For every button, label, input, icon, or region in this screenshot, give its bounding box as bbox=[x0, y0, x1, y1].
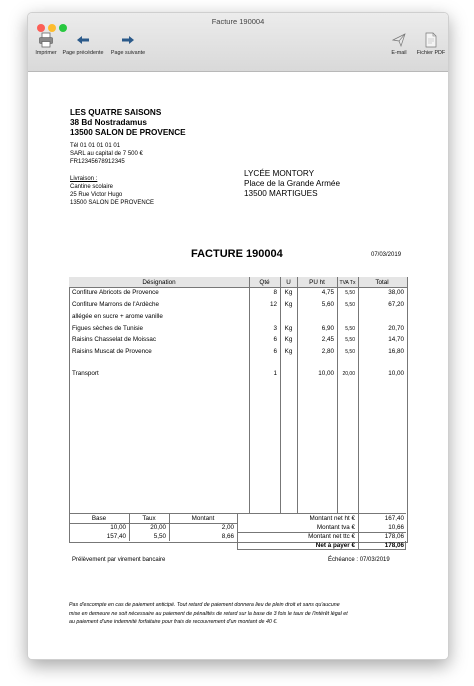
arrow-right-icon bbox=[108, 30, 148, 50]
item-unit-price: 2,45 bbox=[321, 336, 334, 343]
client-name: LYCÉE MONTORY bbox=[244, 169, 315, 178]
next-page-button[interactable] bbox=[108, 30, 148, 56]
item-vat-rate: 5,50 bbox=[345, 290, 355, 296]
payment-method: Prélèvement par virement bancaire bbox=[72, 557, 166, 563]
net-to-pay-box bbox=[237, 541, 406, 550]
total-vat-value: 10,66 bbox=[388, 524, 404, 531]
invoice-date: 07/03/2019 bbox=[371, 252, 402, 258]
delivery-street: 25 Rue Victor Hugo bbox=[70, 192, 123, 198]
window-title: Facture 190004 bbox=[211, 17, 265, 26]
vat-row-amount: 8,66 bbox=[221, 533, 234, 540]
vat-header-amount: Montant bbox=[191, 515, 215, 522]
item-qty: 8 bbox=[273, 289, 277, 296]
company-city: 13500 SALON DE PROVENCE bbox=[70, 128, 186, 137]
print-button[interactable] bbox=[30, 30, 62, 56]
pdf-file-button[interactable] bbox=[416, 30, 446, 56]
vat-row-base: 10,00 bbox=[110, 524, 126, 531]
client-street: Place de la Grande Armée bbox=[244, 179, 341, 188]
column-divider bbox=[358, 277, 359, 513]
arrow-left-icon bbox=[61, 30, 105, 50]
item-qty: 6 bbox=[273, 348, 277, 355]
delivery-name: Cantine scolaire bbox=[70, 184, 114, 190]
net-to-pay-divider-v bbox=[358, 541, 359, 550]
header-tva-rate: TVA Tx bbox=[339, 280, 356, 286]
legal-note-line: mise en demeure ne soit nécessaire au paiement de pénalités de retard sur la base de 3 fois le taux de l'intérêt légal et bbox=[69, 610, 348, 617]
invoice-title: FACTURE 190004 bbox=[191, 248, 283, 260]
legal-footer-note bbox=[69, 601, 407, 627]
item-unit: Kg bbox=[284, 325, 293, 332]
delivery-city: 13500 SALON DE PROVENCE bbox=[70, 200, 155, 206]
column-divider bbox=[249, 277, 250, 513]
item-total: 10,00 bbox=[388, 370, 404, 377]
item-unit-price: 2,80 bbox=[321, 348, 334, 355]
item-unit: Kg bbox=[284, 301, 293, 308]
legal-note-line: au paiement d'une indemnité forfaitaire pour frais de recouvrement d'un montant de 40 €. bbox=[69, 619, 278, 625]
company-name: LES QUATRE SAISONS bbox=[70, 108, 162, 117]
item-total: 14,70 bbox=[388, 336, 404, 343]
item-total: 38,00 bbox=[388, 289, 404, 296]
vat-row-amount: 2,00 bbox=[221, 524, 234, 531]
company-phone: Tél 01 01 01 01 01 bbox=[70, 143, 121, 149]
item-unit: Kg bbox=[284, 336, 293, 343]
item-designation: Figues sèches de Tunisie bbox=[72, 325, 144, 332]
header-total: Total bbox=[375, 279, 389, 286]
payment-due-date: Échéance : 07/03/2019 bbox=[328, 557, 390, 563]
total-ttc-value: 178,06 bbox=[384, 533, 404, 540]
header-designation: Désignation bbox=[142, 279, 176, 286]
item-unit-price: 5,60 bbox=[321, 301, 334, 308]
item-unit-price: 6,90 bbox=[321, 325, 334, 332]
item-vat-rate: 5,50 bbox=[345, 349, 355, 355]
item-total: 16,80 bbox=[388, 348, 404, 355]
item-total: 20,70 bbox=[388, 325, 404, 332]
paper-plane-icon bbox=[386, 30, 412, 50]
item-unit: Kg bbox=[284, 348, 293, 355]
column-divider bbox=[297, 277, 298, 513]
item-vat-rate: 20,00 bbox=[342, 371, 355, 377]
item-designation: allégée en sucre + arome vanille bbox=[72, 313, 163, 320]
item-unit-price: 4,75 bbox=[321, 289, 334, 296]
net-to-pay-value: 178,06 bbox=[384, 542, 404, 549]
item-total: 67,20 bbox=[388, 301, 404, 308]
total-vat-label: Montant tva € bbox=[316, 524, 355, 531]
email-label: E-mail bbox=[391, 50, 407, 56]
header-pu: PU ht bbox=[309, 279, 325, 286]
company-capital: SARL au capital de 7 500 € bbox=[70, 151, 143, 157]
column-divider bbox=[280, 277, 281, 513]
vat-row-base: 157,40 bbox=[106, 533, 126, 540]
pdf-file-icon bbox=[416, 30, 446, 50]
item-designation: Raisins Muscat de Provence bbox=[72, 348, 152, 355]
print-label: Imprimer bbox=[35, 50, 57, 56]
next-page-label: Page suivante bbox=[110, 50, 146, 56]
previous-page-button[interactable] bbox=[61, 30, 105, 56]
item-unit: Kg bbox=[284, 289, 293, 296]
item-vat-rate: 5,50 bbox=[345, 337, 355, 343]
total-ttc-label: Montant net ttc € bbox=[308, 533, 355, 540]
invoice-document bbox=[28, 72, 448, 659]
header-qty: Qté bbox=[259, 279, 270, 286]
item-qty: 1 bbox=[273, 370, 277, 377]
pdf-file-label: Fichier PDF bbox=[416, 50, 446, 56]
item-designation: Transport bbox=[72, 370, 99, 377]
company-street: 38 Bd Nostradamus bbox=[70, 118, 147, 127]
email-button[interactable] bbox=[386, 30, 412, 56]
header-unit: U bbox=[286, 279, 291, 286]
item-qty: 6 bbox=[273, 336, 277, 343]
vat-header-base: Base bbox=[91, 515, 107, 522]
item-designation: Confiture Marrons de l'Ardèche bbox=[72, 301, 159, 308]
net-to-pay-label: Net à payer € bbox=[315, 542, 355, 549]
item-vat-rate: 5,50 bbox=[345, 326, 355, 332]
invoice-window bbox=[27, 12, 449, 660]
previous-page-label: Page précédente bbox=[62, 50, 104, 56]
legal-note-line: Pas d'escompte en cas de paiement anticipé. Tout retard de paiement donnera lieu de plein droit et sans qu'aucune bbox=[69, 602, 340, 608]
title-bar bbox=[28, 13, 448, 72]
printer-icon bbox=[30, 30, 62, 50]
company-vat-number: FR12345678912345 bbox=[70, 159, 125, 165]
item-qty: 12 bbox=[269, 301, 277, 308]
delivery-heading: Livraison : bbox=[70, 176, 98, 182]
vat-header-rate: Taux bbox=[142, 515, 156, 522]
total-net-ht-label: Montant net ht € bbox=[309, 515, 355, 522]
item-unit-price: 10,00 bbox=[318, 370, 334, 377]
vat-row-rate: 5,50 bbox=[153, 533, 166, 540]
item-designation: Raisins Chasselat de Moissac bbox=[72, 336, 156, 343]
column-divider bbox=[337, 277, 338, 513]
client-city: 13500 MARTIGUES bbox=[244, 189, 318, 198]
vat-row-rate: 20,00 bbox=[150, 524, 166, 531]
item-qty: 3 bbox=[273, 325, 277, 332]
item-designation: Confiture Abricots de Provence bbox=[72, 289, 159, 296]
item-vat-rate: 5,50 bbox=[345, 302, 355, 308]
total-net-ht-value: 167,40 bbox=[384, 515, 404, 522]
